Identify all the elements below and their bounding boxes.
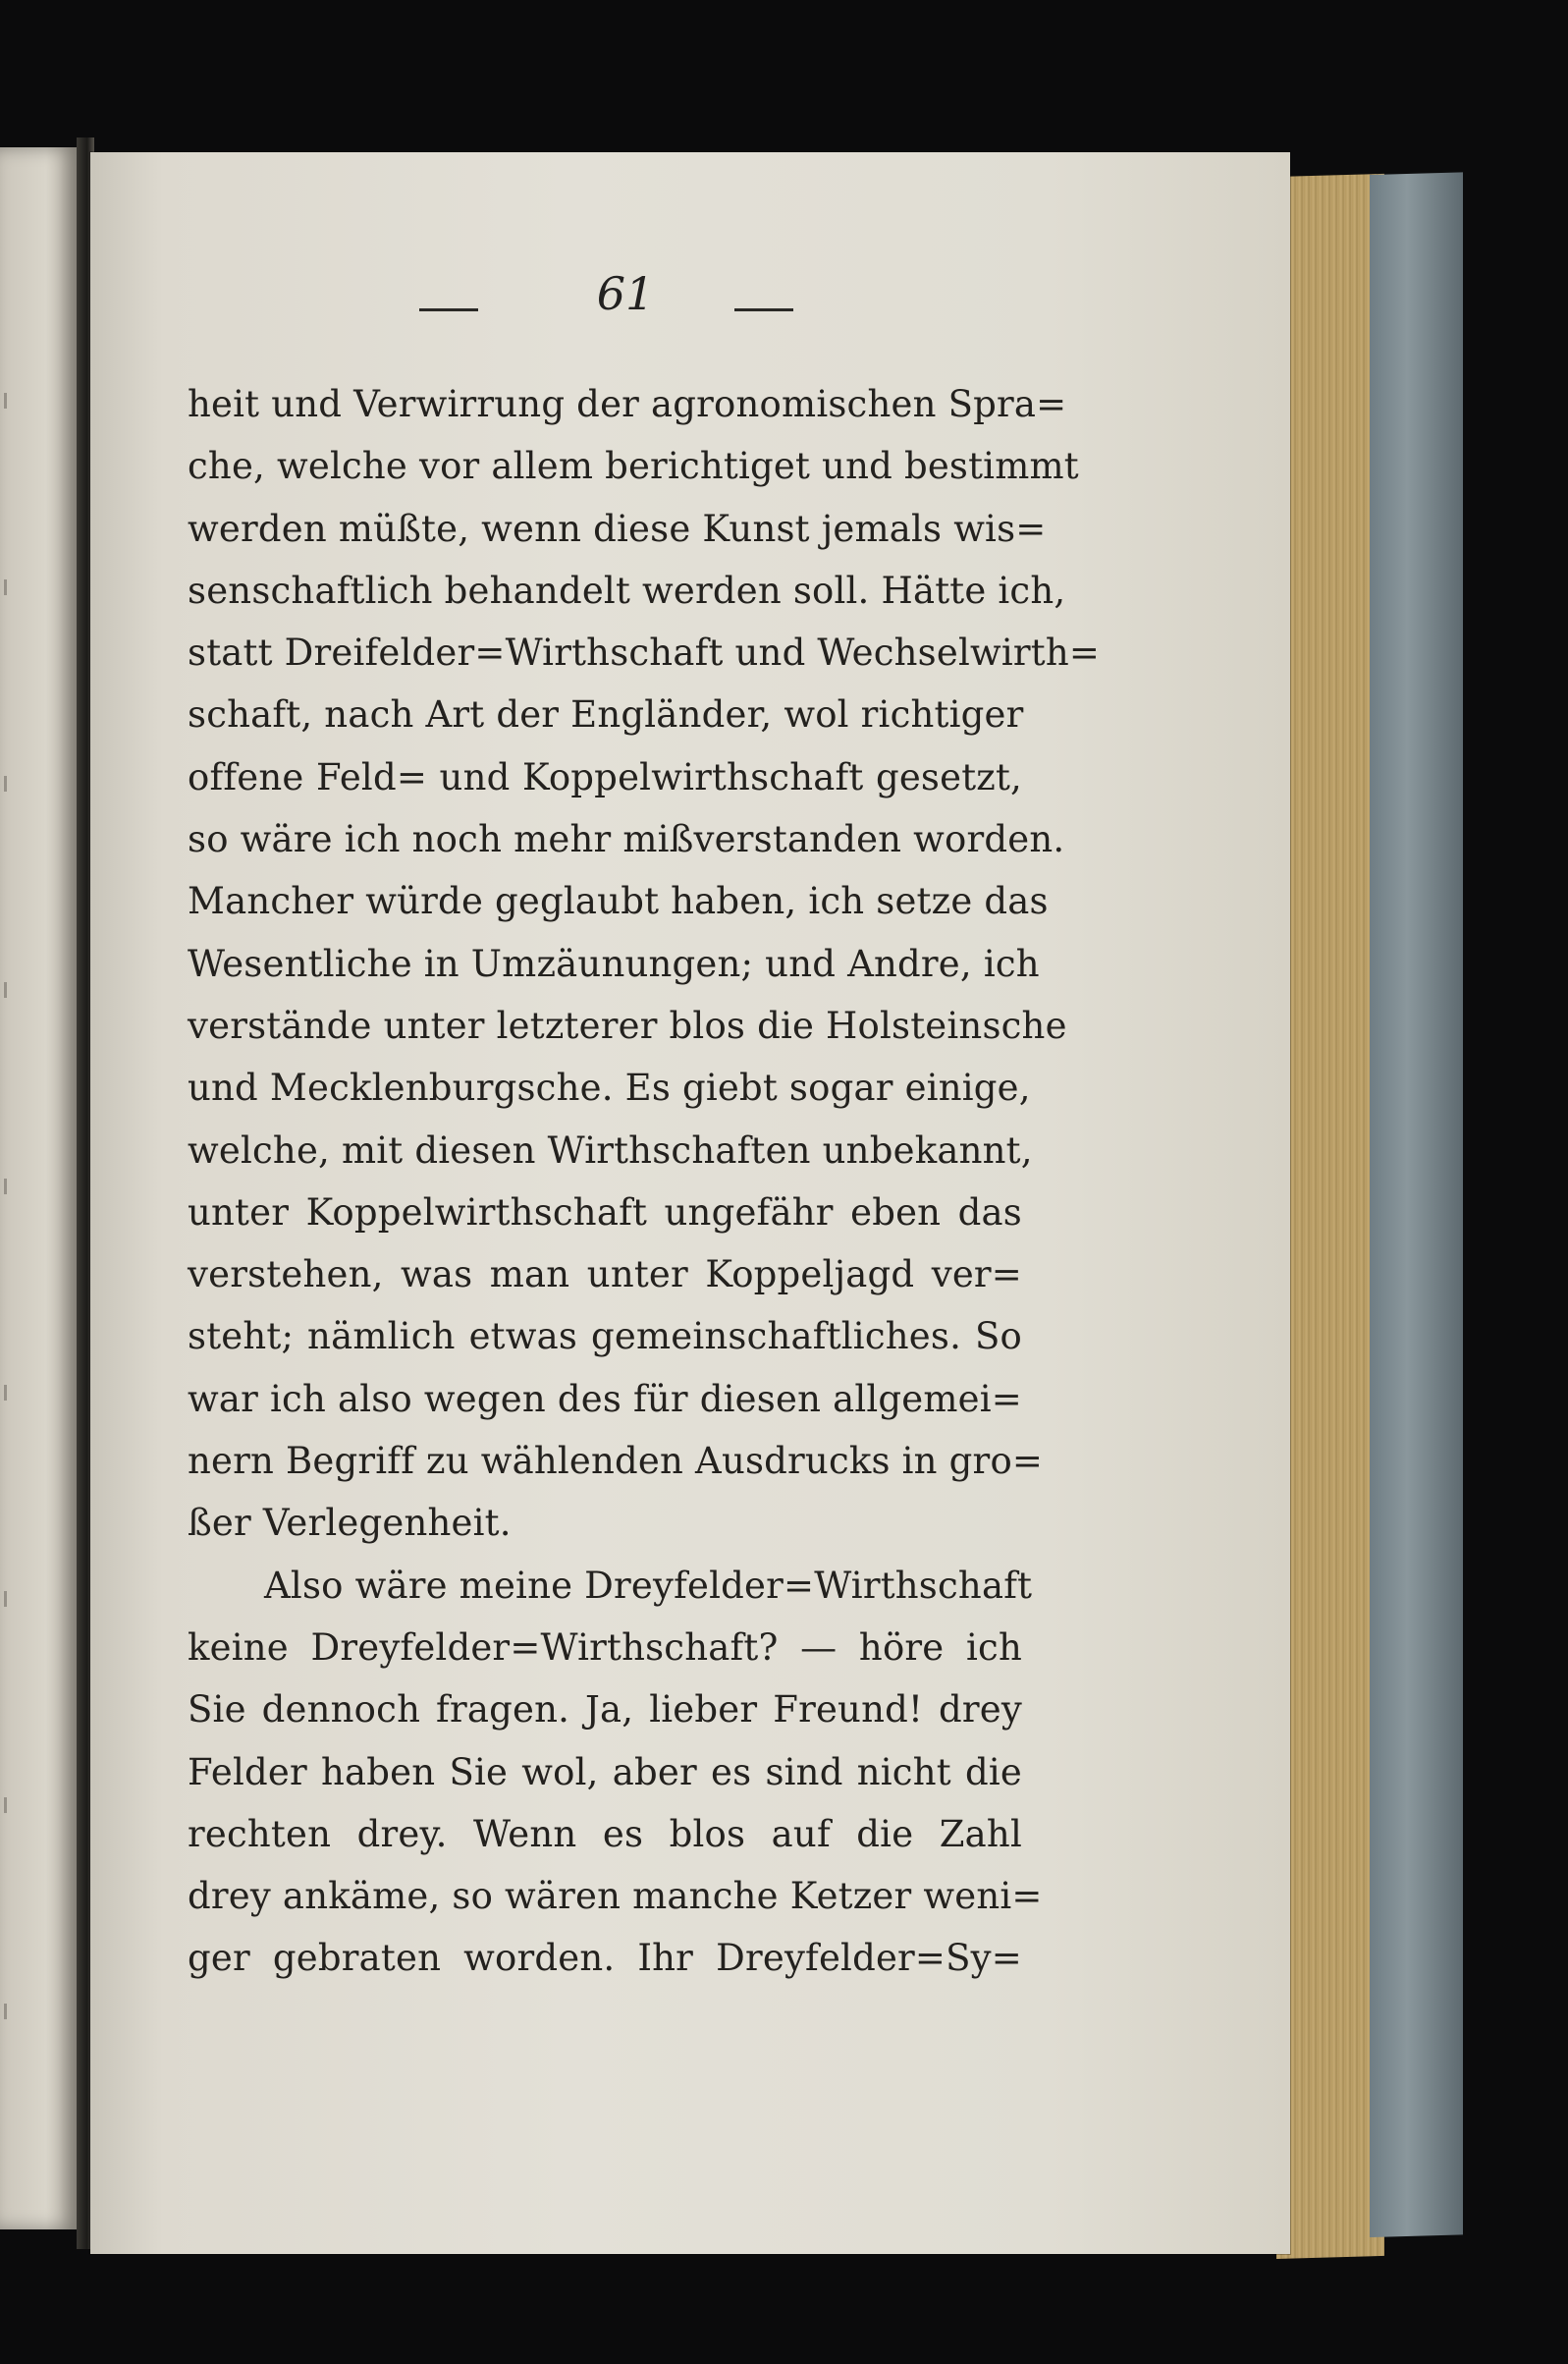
page-edge-mark [4,1385,7,1401]
page-edge-mark [4,1797,7,1813]
text-line: welche, mit diesen Wirthschaften unbekannt, [188,1128,1033,1172]
page-header [90,267,1290,346]
text-line: verstehen, was man unter Koppeljagd ver= [188,1253,1022,1296]
text-line: unter Koppelwirthschaft ungefähr eben das [188,1190,1022,1234]
text-line: steht; nämlich etwas gemeinschaftliches. So [188,1315,1022,1358]
page-edge-mark [4,776,7,792]
text-line: drey ankäme, so wären manche Ketzer weni= [188,1875,1043,1918]
text-line: che, welche vor allem berichtiget und bestimmt [188,445,1079,488]
page-edge-mark [4,393,7,409]
page-edge-mark [4,982,7,998]
page-number: 61 [596,267,655,320]
text-line: senschaftlich behandelt werden soll. Hätte ich, [188,569,1066,612]
page-edge-mark [4,1591,7,1607]
text-line: heit und Verwirrung der agronomischen Spra= [188,383,1067,425]
paragraph-2 [188,1555,1043,1990]
text-line: Wesentliche in Umzäunungen; und Andre, ich [188,942,1040,985]
text-line: und Mecklenburgsche. Es giebt sogar einige, [188,1067,1031,1110]
facing-page-edge [0,147,77,2229]
page-edge-mark [4,579,7,595]
text-line: Sie dennoch fragen. Ja, lieber Freund! drey [188,1688,1022,1732]
text-line: rechten drey. Wenn es blos auf die Zahl [188,1812,1022,1855]
text-line: offene Feld= und Koppelwirthschaft gesetzt, [188,755,1022,798]
text-line: Mancher würde geglaubt haben, ich setze das [188,880,1049,923]
paragraph-1 [188,373,1101,1555]
text-line: nern Begriff zu wählenden Ausdrucks in gro= [188,1440,1044,1483]
text-line: Also wäre meine Dreyfelder=Wirthschaft [264,1564,1033,1607]
book-cover-board [1370,172,1463,2237]
page-edge-mark [4,1179,7,1194]
text-line: ger gebraten worden. Ihr Dreyfelder=Sy= [188,1937,1022,1980]
text-line: keine Dreyfelder=Wirthschaft? — höre ich [188,1625,1022,1669]
book-fore-edge [1276,174,1384,2259]
text-line: werden müßte, wenn diese Kunst jemals wis= [188,507,1047,550]
header-dash-right [734,308,793,311]
text-line: war ich also wegen des für diesen allgemei= [188,1377,1022,1420]
text-line: schaft, nach Art der Engländer, wol richtiger [188,693,1024,737]
text-line: ßer Verlegenheit. [188,1502,512,1545]
text-line: statt Dreifelder=Wirthschaft und Wechselwirth= [188,632,1101,675]
text-line: verstände unter letzterer blos die Holsteinsche [188,1004,1067,1047]
text-line: so wäre ich noch mehr mißverstanden worden. [188,818,1065,861]
page-edge-mark [4,2004,7,2019]
body-text [188,373,1101,1990]
header-dash-left [419,308,478,311]
text-line: Felder haben Sie wol, aber es sind nicht die [188,1750,1022,1793]
